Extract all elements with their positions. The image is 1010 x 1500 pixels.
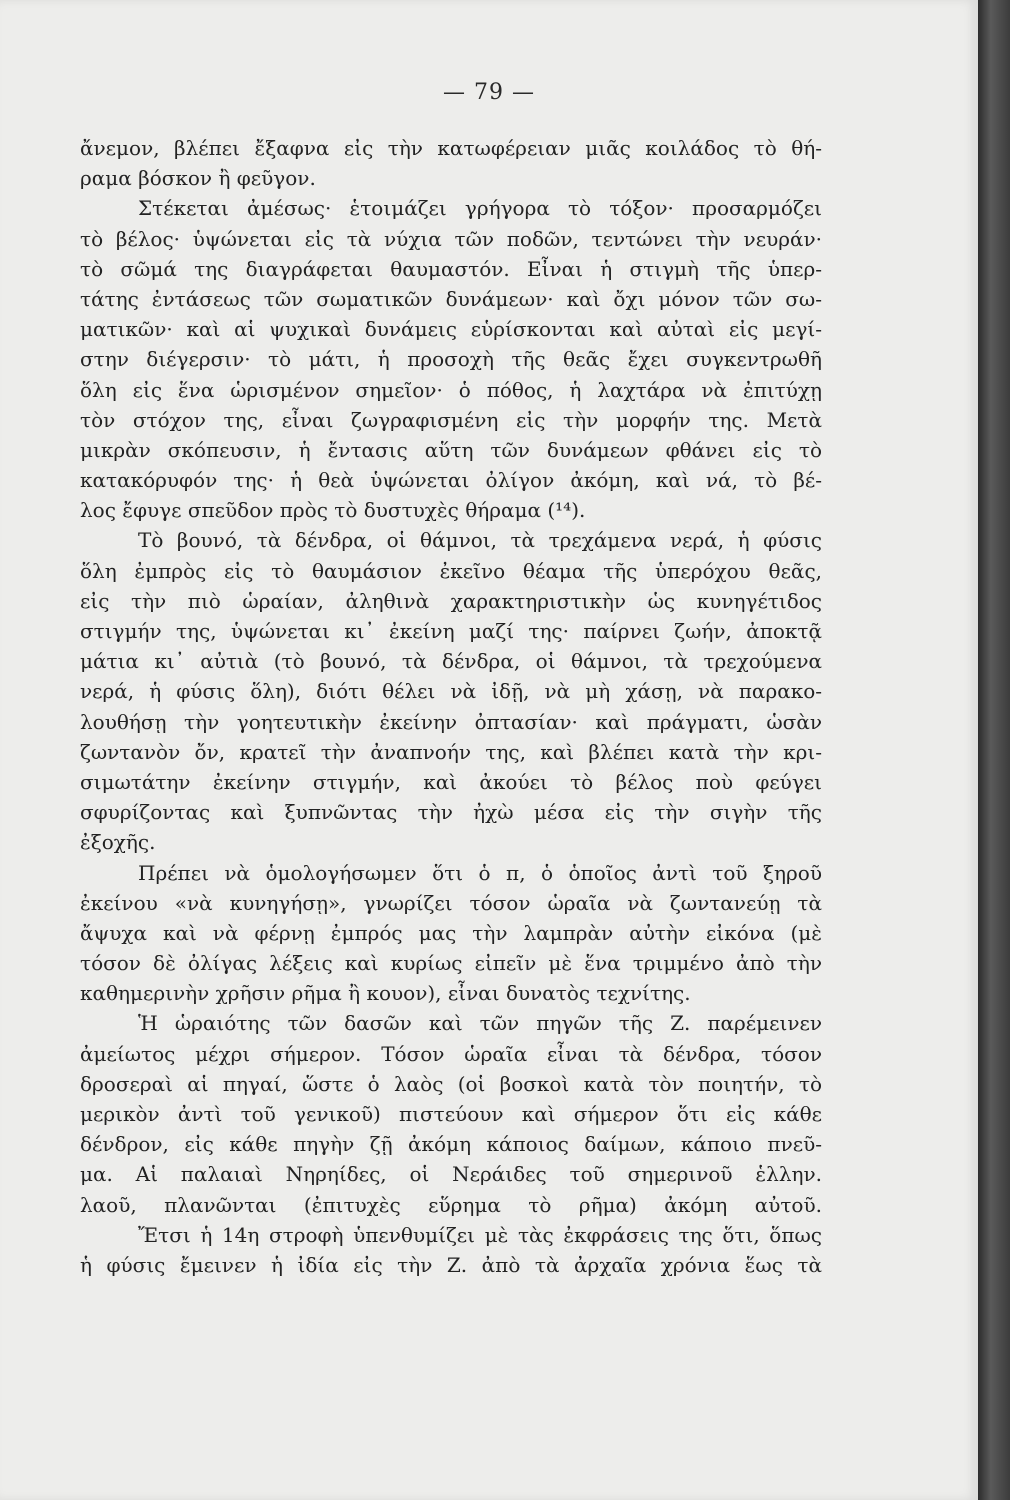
text-line: κατακόρυφόν της· ἡ θεὰ ὑψώνεται ὀλίγον ἀκόμη, καὶ νά, τὸ βέ- xyxy=(80,468,822,493)
text-line: Πρέπει νὰ ὁμολογήσωμεν ὅτι ὁ π, ὁ ὁποῖος ἀντὶ τοῦ ξηροῦ xyxy=(138,860,822,885)
text-line: ραμα βόσκον ἢ φεῦγον. xyxy=(80,166,316,191)
text-line: δροσεραὶ αἱ πηγαί, ὥστε ὁ λαὸς (οἱ βοσκοὶ κατὰ τὸν ποιητήν, τὸ xyxy=(80,1071,822,1096)
text-line: ὅλη εἰς ἕνα ὡρισμένον σημεῖον· ὁ πόθος, ἡ λαχτάρα νὰ ἐπιτύχῃ xyxy=(80,377,822,402)
text-line: ἐξοχῆς. xyxy=(80,830,156,855)
text-line: μάτια κι᾿ αὐτιὰ (τὸ βουνό, τὰ δένδρα, οἱ θάμνοι, τὰ τρεχούμενα xyxy=(80,649,822,674)
text-line: στιγμήν της, ὑψώνεται κι᾿ ἐκείνη μαζί της· παίρνει ζωήν, ἀποκτᾷ xyxy=(80,619,822,643)
text-line: νερά, ἡ φύσις ὅλη), διότι θέλει νὰ ἰδῇ, νὰ μὴ χάσῃ, νὰ παρακο- xyxy=(80,679,822,704)
text-line: ἄνεμον, βλέπει ἔξαφνα εἰς τὴν κατωφέρειαν μιᾶς κοιλάδος τὸ θή- xyxy=(80,136,822,160)
text-line: μα. Αἱ παλαιαὶ Νηρηίδες, οἱ Νεράιδες τοῦ σημερινοῦ ἑλλην. xyxy=(80,1162,822,1187)
text-line: τὸ βέλος· ὑψώνεται εἰς τὰ νύχια τῶν ποδῶν, τεντώνει τὴν νευράν· xyxy=(80,226,822,251)
text-line: λουθήσῃ τὴν γοητευτικὴν ἐκείνην ὀπτασίαν· καὶ πράγματι, ὡσὰν xyxy=(80,709,822,734)
text-line: Τὸ βουνό, τὰ δένδρα, οἱ θάμνοι, τὰ τρεχάμενα νερά, ἡ φύσις xyxy=(138,528,822,553)
text-line: λαοῦ, πλανῶνται (ἐπιτυχὲς εὕρημα τὸ ρῆμα) ἀκόμη αὐτοῦ. xyxy=(80,1192,822,1217)
text-line: μικρὰν σκόπευσιν, ἡ ἔντασις αὕτη τῶν δυνάμεων φθάνει εἰς τὸ xyxy=(80,437,822,462)
text-line: ματικῶν· καὶ αἱ ψυχικαὶ δυνάμεις εὑρίσκονται καὶ αὐταὶ εἰς μεγί- xyxy=(80,317,822,342)
text-line: Στέκεται ἀμέσως· ἑτοιμάζει γρήγορα τὸ τόξον· προσαρμόζει xyxy=(138,196,822,221)
text-line: ζωντανὸν ὄν, κρατεῖ τὴν ἀναπνοήν της, καὶ βλέπει κατὰ τὴν κρι- xyxy=(80,739,822,764)
text-line: ἀμείωτος μέχρι σήμερον. Τόσον ὡραῖα εἶναι τὰ δένδρα, τόσον xyxy=(80,1041,822,1066)
text-line: Ἡ ὡραιότης τῶν δασῶν καὶ τῶν πηγῶν τῆς Ζ. παρέμεινεν xyxy=(138,1011,822,1036)
text-line: Ἔτσι ἡ 14η στροφὴ ὑπενθυμίζει μὲ τὰς ἐκφράσεις της ὅτι, ὅπως xyxy=(138,1222,822,1247)
text-line: τὸν στόχον της, εἶναι ζωγραφισμένη εἰς τὴν μορφήν της. Μετὰ xyxy=(80,407,822,432)
text-line: ἐκείνου «νὰ κυνηγήσῃ», γνωρίζει τόσον ὡραῖα νὰ ζωντανεύῃ τὰ xyxy=(80,890,822,915)
text-line: δένδρον, εἰς κάθε πηγὴν ζῇ ἀκόμη κάποιος δαίμων, κάποιο πνεῦ- xyxy=(80,1132,822,1157)
page-number: — 79 — xyxy=(443,80,535,105)
text-line: ἡ φύσις ἔμεινεν ἡ ἰδία εἰς τὴν Ζ. ἀπὸ τὰ ἀρχαῖα χρόνια ἕως τὰ xyxy=(80,1252,822,1277)
text-line: εἰς τὴν πιὸ ὡραίαν, ἀληθινὰ χαρακτηριστικὴν ὡς κυνηγέτιδος xyxy=(80,588,822,613)
text-line: λος ἔφυγε σπεῦδον πρὸς τὸ δυστυχὲς θήραμα (¹⁴). xyxy=(80,498,586,523)
text-line: σφυρίζοντας καὶ ξυπνῶντας τὴν ἠχὼ μέσα εἰς τὴν σιγὴν τῆς xyxy=(80,800,822,825)
text-line: τόσον δὲ ὀλίγας λέξεις καὶ κυρίως εἰπεῖν μὲ ἕνα τριμμένο ἀπὸ τὴν xyxy=(80,951,822,976)
text-line: καθημερινὴν χρῆσιν ρῆμα ἢ κουον), εἶναι δυνατὸς τεχνίτης. xyxy=(80,981,691,1006)
text-line: τάτης ἐντάσεως τῶν σωματικῶν δυνάμεων· καὶ ὄχι μόνον τῶν σω- xyxy=(80,286,822,311)
text-line: ἄψυχα καὶ νὰ φέρνῃ ἐμπρός μας τὴν λαμπρὰν αὐτὴν εἰκόνα (μὲ xyxy=(80,920,822,945)
text-line: μερικὸν ἀντὶ τοῦ γενικοῦ) πιστεύουν καὶ σήμερον ὅτι εἰς κάθε xyxy=(80,1102,822,1126)
text-line: ὅλη ἐμπρὸς εἰς τὸ θαυμάσιον ἐκεῖνο θέαμα τῆς ὑπερόχου θεᾶς, xyxy=(80,558,822,583)
body-text xyxy=(80,133,822,1280)
text-line: σιμωτάτην ἐκείνην στιγμήν, καὶ ἀκούει τὸ βέλος ποὺ φεύγει xyxy=(80,769,822,794)
text-line: τὸ σῶμά της διαγράφεται θαυμαστόν. Εἶναι ἡ στιγμὴ τῆς ὑπερ- xyxy=(80,256,822,281)
page-edge-shadow xyxy=(978,0,1010,1500)
text-line: στην διέγερσιν· τὸ μάτι, ἡ προσοχὴ τῆς θεᾶς ἔχει συγκεντρωθῆ xyxy=(80,347,822,372)
